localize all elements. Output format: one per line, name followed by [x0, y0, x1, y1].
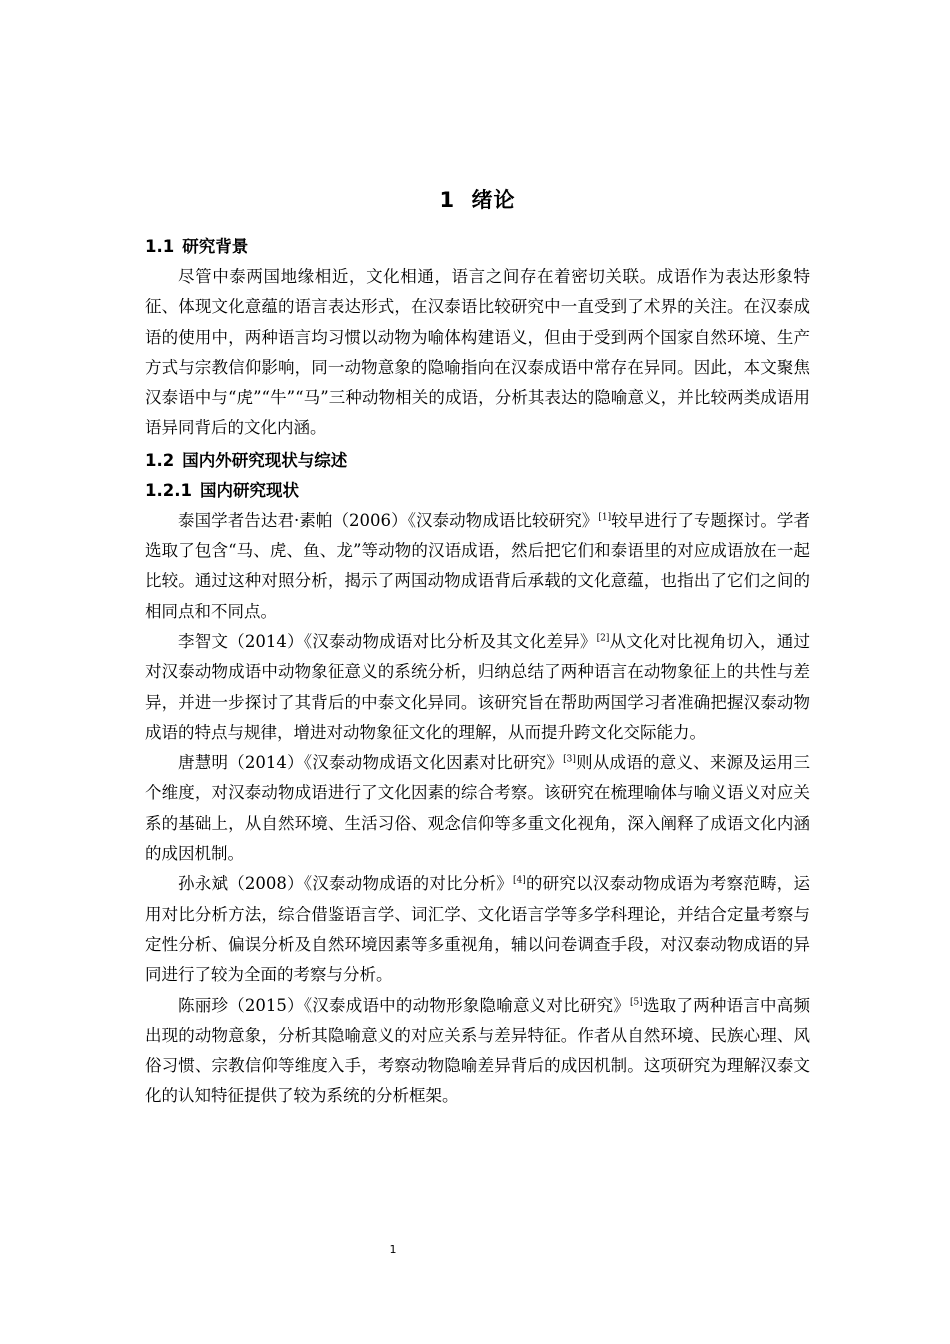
chapter-number: 1: [439, 188, 456, 212]
body-paragraph: [145, 627, 810, 748]
citation-ref: [5]: [630, 997, 643, 1008]
paragraph-text: 从文化对比视角切入，通过对汉泰动物成语中动物象征意义的系统分析，归纳总结了两种语言在动物象征上的共性与差异，并进一步探讨了其背后的中泰文化异同。该研究旨在帮助两国学习者准确把握汉泰动物成语的特点与规律，增进对动物象征文化的理解，从而提升跨文化交际能力。: [145, 631, 810, 742]
citation-ref: [4]: [512, 875, 526, 886]
citation-ref: [1]: [598, 512, 612, 523]
section-number: 1.1: [145, 237, 175, 256]
paragraph-text: 泰国学者告达君·素帕（2006）《汉泰动物成语比较研究》: [178, 510, 599, 530]
subsection-heading-1-2-1: [145, 476, 810, 506]
section-number: 1.2: [145, 450, 175, 470]
paragraph-text: 唐慧明（2014）《汉泰动物成语文化因素对比研究》: [178, 753, 564, 773]
body-paragraph: [145, 506, 810, 627]
paragraph-text: 则从成语的意义、来源及运用三个维度，对汉泰动物成语进行了文化因素的综合考察。该研究在梳理喻体与喻义语义对应关系的基础上，从自然环境、生活习俗、观念信仰等多重文化视角，深入阐释了成语文化内涵的成因机制。: [145, 753, 811, 864]
section-heading-1-2: [145, 446, 810, 476]
page-content: [145, 180, 810, 1112]
paragraph-text: 选取了两种语言中高频出现的动物意象，分析其隐喻意义的对应关系与差异特征。作者从自然环境、民族心理、风俗习惯、宗教信仰等维度入手，考察动物隐喻差异背后的成因机制。这项研究为理解汉泰文化的认知特征提供了较为系统的分析框架。: [145, 995, 811, 1106]
citation-ref: [3]: [563, 754, 576, 765]
section-heading-1-1: [145, 232, 810, 262]
body-paragraph: 尽管中泰两国地缘相近，文化相通，语言之间存在着密切关联。成语作为表达形象特征、体现文化意蕴的语言表达形式，在汉泰语比较研究中一直受到了术界的关注。在汉泰成语的使用中，两种语言均习惯以动物为喻体构建语义，但由于受到两个国家自然环境、生产方式与宗教信仰影响，同一动物意象的隐喻指向在汉泰成语中常存在异同。因此，本文聚焦汉泰语中与“虎”“牛”“马”三种动物相关的成语，分析其表达的隐喻意义，并比较两类成语用语异同背后的文化内涵。: [145, 267, 810, 438]
paragraph-text: 李智文（2014）《汉泰动物成语对比分析及其文化差异》: [178, 631, 597, 651]
body-paragraph: [145, 869, 810, 990]
paragraph-text: 陈丽珍（2015）《汉泰成语中的动物形象隐喻意义对比研究》: [178, 995, 631, 1015]
paragraph-text: 孙永斌（2008）《汉泰动物成语的对比分析》: [178, 874, 513, 894]
chapter-title: [145, 180, 810, 220]
section-title: 研究背景: [182, 237, 249, 256]
paragraph-text: 较早进行了专题探讨。学者选取了包含“马、虎、鱼、龙”等动物的汉语成语，然后把它们和泰语里的对应成语放在一起比较。通过这种对照分析，揭示了两国动物成语背后承载的文化意蕴，也指出了它们之间的相同点和不同点。: [145, 510, 811, 621]
body-paragraph: [145, 748, 810, 869]
page-number: 1: [389, 1243, 397, 1256]
section-title: 国内外研究现状与综述: [182, 450, 348, 470]
chapter-title-text: 绪论: [471, 188, 516, 212]
body-paragraph: [145, 991, 810, 1112]
subsection-number: 1.2.1: [145, 480, 192, 500]
citation-ref: [2]: [596, 633, 610, 644]
subsection-title: 国内研究现状: [199, 480, 299, 500]
paragraph-text: 的研究以汉泰动物成语为考察范畴，运用对比分析方法，综合借鉴语言学、词汇学、文化语言学等多学科理论，并结合定量考察与定性分析、偏误分析及自然环境因素等多重视角，辅以问卷调查手段，对汉泰动物成语的异同进行了较为全面的考察与分析。: [145, 874, 810, 985]
